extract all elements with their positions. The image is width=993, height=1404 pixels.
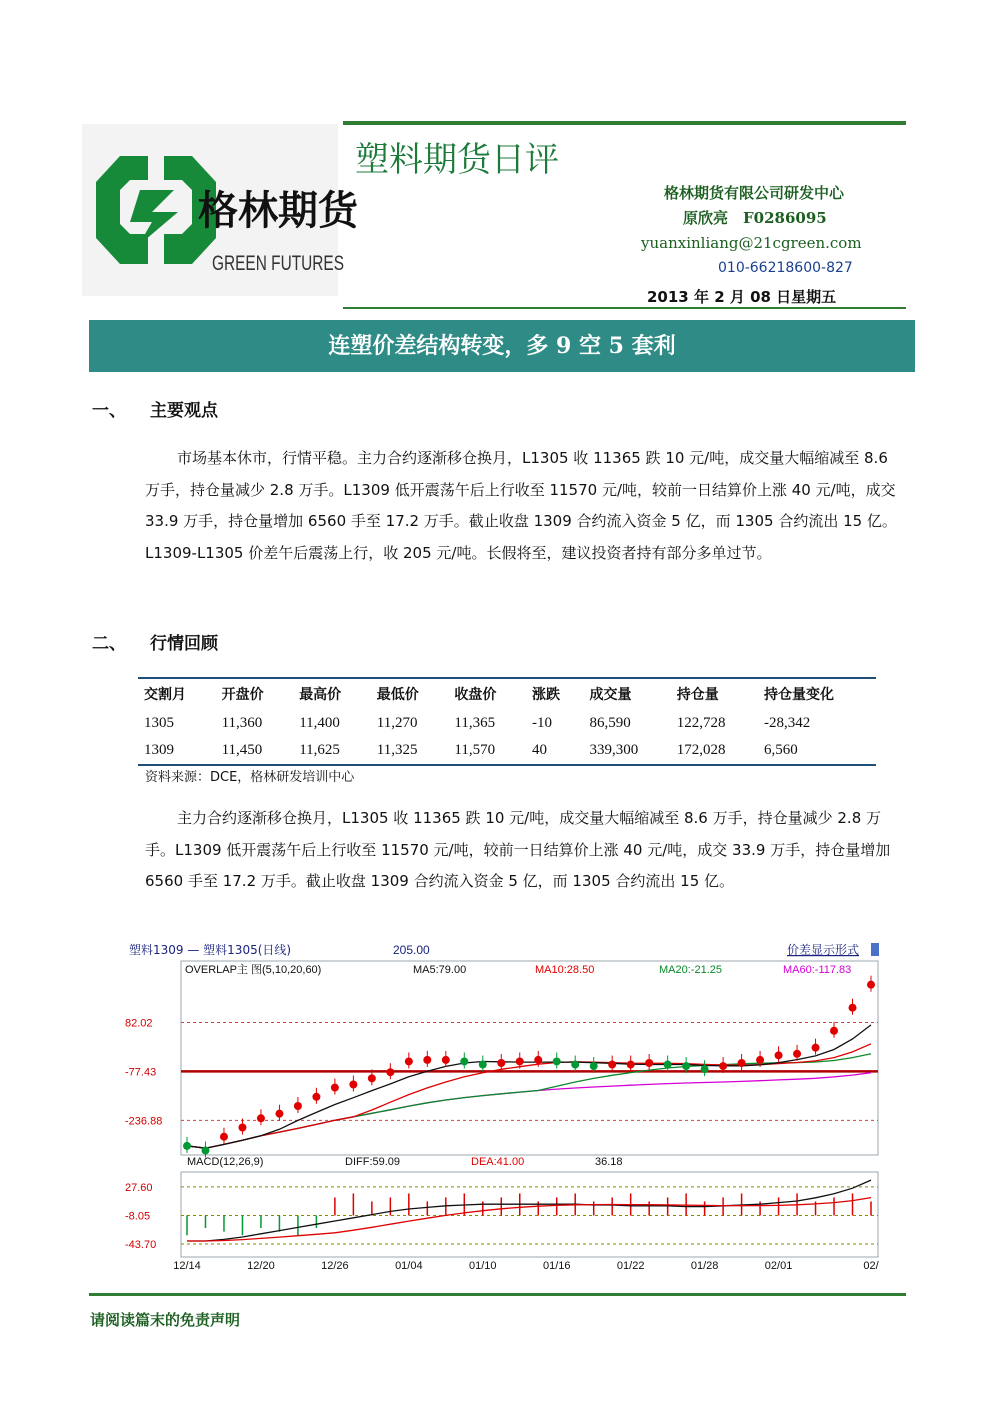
spread-mode-button[interactable]: 价差显示形式 bbox=[787, 943, 860, 957]
col-header: 最高价 bbox=[299, 687, 342, 703]
candle-body bbox=[220, 1133, 228, 1141]
company-logo bbox=[82, 124, 358, 296]
macd-tick-label: -43.70 bbox=[125, 1238, 157, 1251]
document-title: 塑料期货日评 bbox=[355, 140, 559, 180]
col-header: 交割月 bbox=[144, 687, 186, 703]
candle-body bbox=[775, 1051, 783, 1059]
col-header: 收盘价 bbox=[454, 687, 497, 703]
analyst-phone: 010-66218600-827 bbox=[718, 260, 853, 276]
candle-body bbox=[442, 1056, 450, 1064]
candle-body bbox=[849, 1004, 857, 1012]
candle-body bbox=[664, 1061, 672, 1069]
candle-body bbox=[423, 1056, 431, 1064]
table-cell: 1305 bbox=[144, 715, 174, 731]
candle-body bbox=[368, 1074, 376, 1082]
table-cell: 11,450 bbox=[221, 742, 263, 758]
analyst-name: 原欣亮 F0286095 bbox=[683, 209, 827, 227]
table-cell: 1309 bbox=[144, 742, 174, 758]
candle-body bbox=[275, 1110, 283, 1118]
x-tick-label: 01/16 bbox=[542, 1260, 571, 1272]
candle-body bbox=[738, 1059, 746, 1067]
col-header: 涨跌 bbox=[531, 687, 560, 703]
candle-body bbox=[571, 1061, 579, 1069]
report-date: 2013 年 2 月 08 日星期五 bbox=[647, 288, 837, 306]
header-rule bbox=[343, 121, 906, 125]
table-cell: -28,342 bbox=[764, 715, 811, 731]
candle-body bbox=[590, 1062, 598, 1070]
chart-last-value: 205.00 bbox=[393, 943, 430, 957]
col-header: 成交量 bbox=[589, 687, 632, 703]
diff-label: DIFF:59.09 bbox=[345, 1156, 401, 1168]
section-1-title: 主要观点 bbox=[150, 401, 218, 421]
candle-body bbox=[257, 1114, 265, 1122]
header-rule-bottom bbox=[343, 307, 906, 309]
candle-body bbox=[719, 1062, 727, 1070]
table-row bbox=[138, 737, 876, 765]
candle-body bbox=[386, 1068, 394, 1076]
dea-label: DEA:41.00 bbox=[471, 1156, 525, 1168]
table-cell: 122,728 bbox=[676, 715, 726, 731]
table-cell: 11,270 bbox=[376, 715, 418, 731]
y-tick-label: -236.88 bbox=[125, 1115, 163, 1128]
candle-body bbox=[701, 1065, 709, 1073]
table-row bbox=[138, 710, 876, 737]
table-cell: 86,590 bbox=[589, 715, 631, 731]
section-1-number: 一、 bbox=[92, 401, 126, 421]
candle-body bbox=[405, 1057, 413, 1065]
section-2-number: 二、 bbox=[92, 634, 126, 654]
macd-tick-label: 27.60 bbox=[125, 1181, 153, 1194]
candle-body bbox=[460, 1057, 468, 1065]
spread-mode-toggle-icon[interactable] bbox=[871, 943, 879, 956]
table-cell: 11,360 bbox=[221, 715, 263, 731]
table-cell: 40 bbox=[531, 742, 547, 758]
candle-body bbox=[497, 1059, 505, 1067]
candle-body bbox=[312, 1093, 320, 1101]
logo-cn-text: 格林期货 bbox=[198, 188, 358, 234]
x-tick-label: 02/ bbox=[863, 1260, 879, 1272]
table-header-row bbox=[138, 678, 876, 710]
company-name: 格林期货有限公司研发中心 bbox=[664, 184, 845, 202]
candle-body bbox=[867, 981, 875, 989]
macd-value: 36.18 bbox=[595, 1156, 623, 1168]
x-tick-label: 01/22 bbox=[616, 1260, 645, 1272]
market-table bbox=[138, 677, 876, 766]
candle-body bbox=[349, 1081, 357, 1089]
spread-chart bbox=[125, 941, 880, 1271]
spread-chart-svg bbox=[125, 941, 880, 1271]
table-cell: 11,365 bbox=[454, 715, 496, 731]
x-tick-label: 01/10 bbox=[469, 1260, 497, 1272]
candle-body bbox=[608, 1061, 616, 1069]
y-tick-label: -77.43 bbox=[125, 1066, 157, 1079]
x-tick-label: 01/04 bbox=[395, 1260, 423, 1272]
section-2-body: 主力合约逐渐移仓换月，L1305 收 11365 跌 10 元/吨，成交量大幅缩减至 8.6 万手，持仓量减少 2.8 万手。L1309 低开震荡午后上行收至 11570 元/吨，较前一日结算价上涨 40 元/吨，成交 33.9 万手，持仓量增加 6560 手至 17.2 万手。截止收盘 1309 合约流入资金 5 亿，而 1305 合约流出 15 亿。 bbox=[145, 809, 891, 890]
ma5-label: MA5:79.00 bbox=[413, 964, 467, 976]
ma20-label: MA20:-21.25 bbox=[659, 964, 722, 976]
candle-body bbox=[793, 1050, 801, 1058]
section-2-heading bbox=[92, 629, 218, 654]
col-header: 持仓量变化 bbox=[764, 687, 835, 703]
headline-banner bbox=[89, 320, 915, 372]
col-header: 持仓量 bbox=[676, 687, 719, 703]
section-2-title: 行情回顾 bbox=[150, 634, 218, 654]
col-header: 最低价 bbox=[376, 687, 419, 703]
logo-en-text: GREEN FUTURES bbox=[212, 252, 344, 275]
ma60-label: MA60:-117.83 bbox=[783, 964, 852, 976]
candle-body bbox=[201, 1147, 209, 1155]
x-tick-label: 12/20 bbox=[247, 1260, 275, 1272]
table-cell: 11,325 bbox=[376, 742, 418, 758]
macd-label: MACD(12,26,9) bbox=[187, 1156, 264, 1168]
x-tick-label: 12/14 bbox=[173, 1260, 201, 1272]
candle-body bbox=[516, 1057, 524, 1065]
table-cell: -10 bbox=[531, 715, 552, 731]
candle-body bbox=[183, 1142, 191, 1150]
candle-body bbox=[756, 1056, 764, 1064]
table-cell: 6,560 bbox=[764, 742, 798, 758]
col-header: 开盘价 bbox=[221, 687, 264, 703]
table-cell: 172,028 bbox=[676, 742, 726, 758]
candle-body bbox=[682, 1062, 690, 1070]
table-cell: 11,400 bbox=[299, 715, 340, 731]
headline-text: 连塑价差结构转变，多 9 空 5 套利 bbox=[328, 333, 676, 359]
section-1-heading bbox=[92, 396, 218, 421]
x-tick-label: 02/01 bbox=[764, 1260, 793, 1272]
candle-body bbox=[331, 1084, 339, 1092]
x-tick-label: 12/26 bbox=[321, 1260, 349, 1272]
candle-body bbox=[645, 1059, 653, 1067]
table-cell: 11,625 bbox=[299, 742, 340, 758]
candle-body bbox=[830, 1027, 838, 1035]
section-1-body: 市场基本休市，行情平稳。主力合约逐渐移仓换月，L1305 收 11365 跌 10 元/吨，成交量大幅缩减至 8.6 万手，持仓量减少 2.8 万手。L1309 低开震荡午后上行收至 11570 元/吨，较前一日结算价上涨 40 元/吨，成交 33.9 万手，持仓量增加 6560 手至 17.2 万手。截止收盘 1309 合约流入资金 5 亿，而 1305 合约流出 15 亿。L1309-L1305 价差午后震荡上行，收 205 元/吨。长假将至，建议投资者持有部分多单过节。 bbox=[145, 449, 897, 562]
table-cell: 339,300 bbox=[589, 742, 639, 758]
x-tick-label: 01/28 bbox=[690, 1260, 719, 1272]
candle-body bbox=[627, 1061, 635, 1069]
overlay-label: OVERLAP主 图(5,10,20,60) bbox=[185, 964, 322, 976]
analyst-email[interactable]: yuanxinliang@21cgreen.com bbox=[641, 234, 862, 252]
candle-body bbox=[294, 1102, 302, 1110]
candle-body bbox=[479, 1061, 487, 1069]
chart-title: 塑料1309 — 塑料1305(日线) bbox=[129, 943, 292, 957]
table-cell: 11,570 bbox=[454, 742, 496, 758]
candle-body bbox=[238, 1124, 246, 1132]
ma10-label: MA10:28.50 bbox=[535, 964, 595, 976]
candle-body bbox=[534, 1056, 542, 1064]
macd-tick-label: -8.05 bbox=[125, 1210, 151, 1223]
y-tick-label: 82.02 bbox=[125, 1017, 153, 1030]
footer-rule bbox=[89, 1293, 906, 1296]
candle-body bbox=[553, 1057, 561, 1065]
disclaimer-link[interactable]: 请阅读篇末的免责声明 bbox=[90, 1311, 241, 1329]
candle-body bbox=[812, 1044, 820, 1052]
table-source-note: 资料来源：DCE，格林研发培训中心 bbox=[145, 770, 355, 785]
